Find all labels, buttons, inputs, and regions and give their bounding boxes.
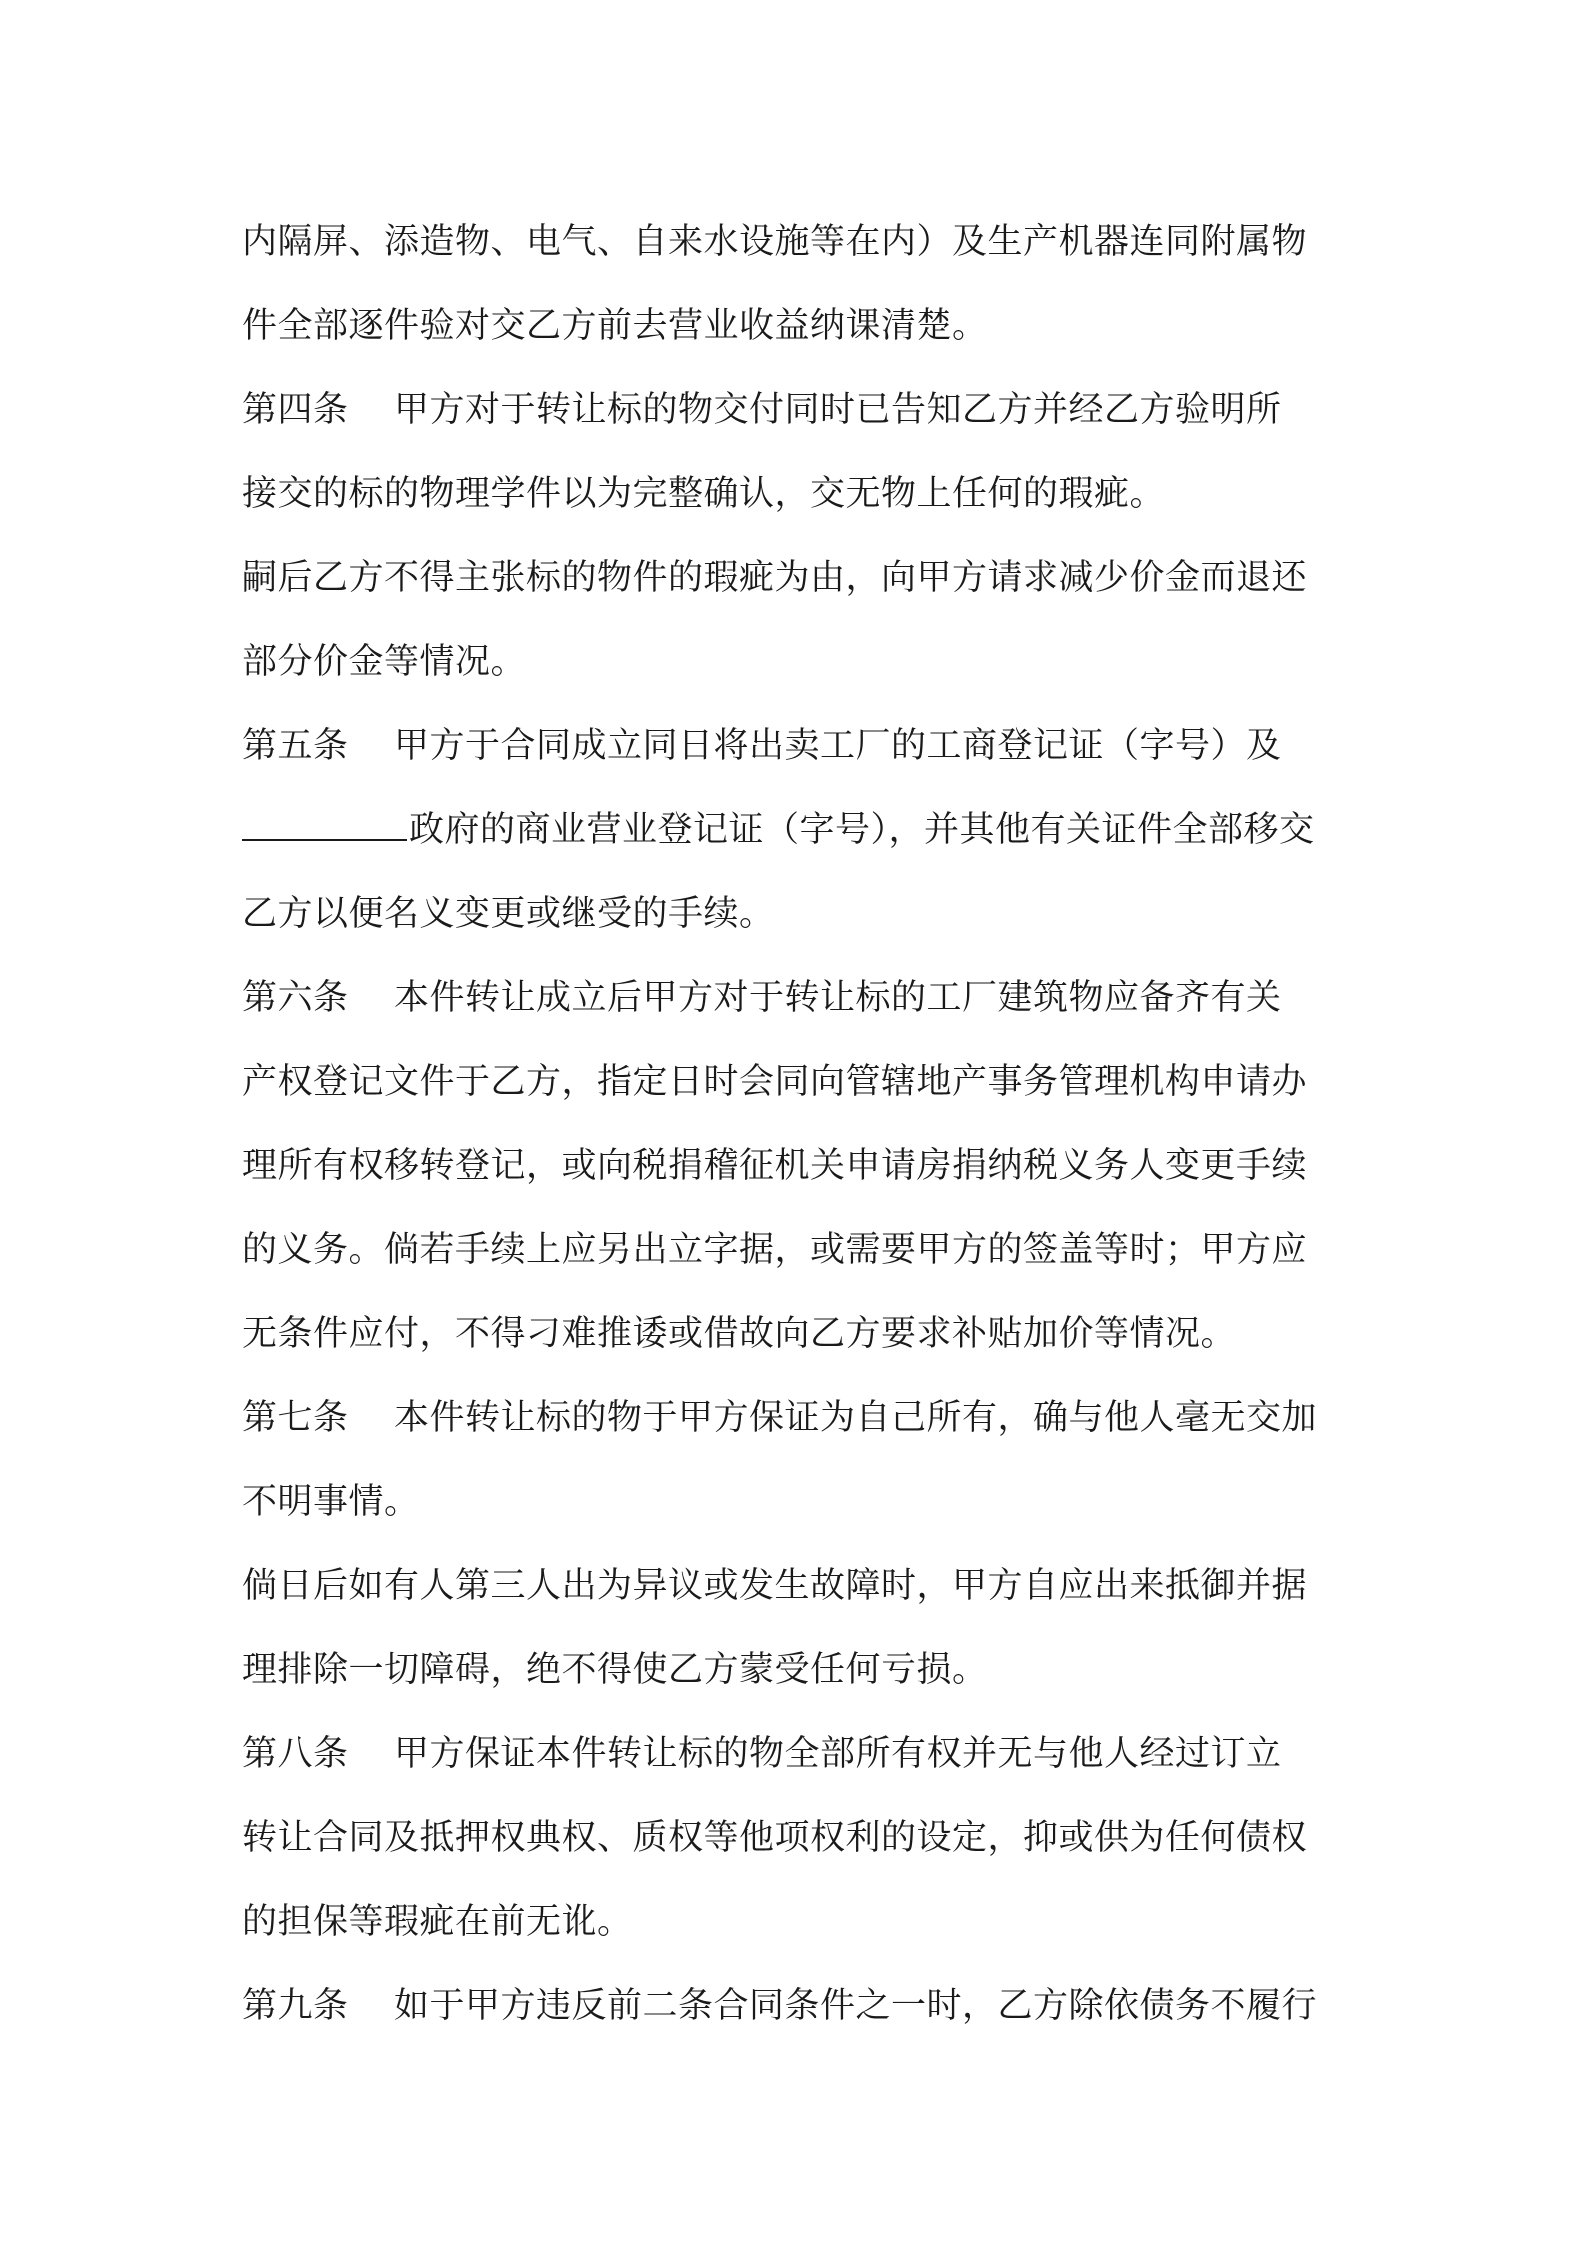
article-number: 第九条: [242, 1986, 349, 2026]
text-line: 产权登记文件于乙方，指定日时会同向管辖地产事务管理机构申请办: [242, 1062, 1308, 1102]
text-line: 乙方以便名义变更或继受的手续。: [242, 894, 775, 934]
article-number: 第六条: [242, 978, 349, 1018]
article-text: 本件转让成立后甲方对于转让标的工厂建筑物应备齐有关: [394, 978, 1282, 1018]
text-line: [242, 1964, 1354, 2048]
text-line: 转让合同及抵押权典权、质权等他项权利的设定，抑或供为任何债权: [242, 1818, 1308, 1858]
text-line: 不明事情。: [242, 1482, 420, 1522]
fill-in-blank: [242, 809, 407, 841]
text-line: 的义务。倘若手续上应另出立字据，或需要甲方的签盖等时；甲方应: [242, 1230, 1308, 1270]
text-line: 部分价金等情况。: [242, 642, 527, 682]
article-number: 第四条: [242, 390, 349, 430]
text-line: [242, 956, 1354, 1040]
article-text: 甲方对于转让标的物交付同时已告知乙方并经乙方验明所: [394, 390, 1282, 430]
article-text: 政府的商业营业登记证（字号），并其他有关证件全部移交: [409, 810, 1315, 850]
article-number: 第七条: [242, 1398, 349, 1438]
text-line: [242, 1376, 1354, 1460]
article-text: 如于甲方违反前二条合同条件之一时，乙方除依债务不履行: [394, 1986, 1318, 2026]
text-line: 件全部逐件验对交乙方前去营业收益纳课清楚。: [242, 306, 988, 346]
text-line: [242, 1712, 1354, 1796]
text-line: 无条件应付，不得刁难推诿或借故向乙方要求补贴加价等情况。: [242, 1314, 1237, 1354]
text-line: 理所有权移转登记，或向税捐稽征机关申请房捐纳税义务人变更手续: [242, 1146, 1308, 1186]
text-line: 接交的标的物理学件以为完整确认，交无物上任何的瑕疵。: [242, 474, 1166, 514]
document-body: [242, 200, 1354, 2048]
text-line: 内隔屏、添造物、电气、自来水设施等在内）及生产机器连同附属物: [242, 222, 1308, 262]
text-line: 理排除一切障碍，绝不得使乙方蒙受任何亏损。: [242, 1650, 988, 1690]
article-number: 第五条: [242, 726, 349, 766]
article-text: 甲方保证本件转让标的物全部所有权并无与他人经过订立: [394, 1734, 1282, 1774]
article-number: 第八条: [242, 1734, 349, 1774]
article-text: 甲方于合同成立同日将出卖工厂的工商登记证（字号）及: [394, 726, 1282, 766]
text-line: [242, 368, 1354, 452]
text-line: [242, 704, 1354, 788]
text-line: 的担保等瑕疵在前无讹。: [242, 1902, 633, 1942]
text-line: 倘日后如有人第三人出为异议或发生故障时，甲方自应出来抵御并据: [242, 1566, 1308, 1606]
text-line: [242, 788, 1354, 872]
article-text: 本件转让标的物于甲方保证为自己所有，确与他人毫无交加: [394, 1398, 1318, 1438]
text-line: 嗣后乙方不得主张标的物件的瑕疵为由，向甲方请求减少价金而退还: [242, 558, 1308, 598]
